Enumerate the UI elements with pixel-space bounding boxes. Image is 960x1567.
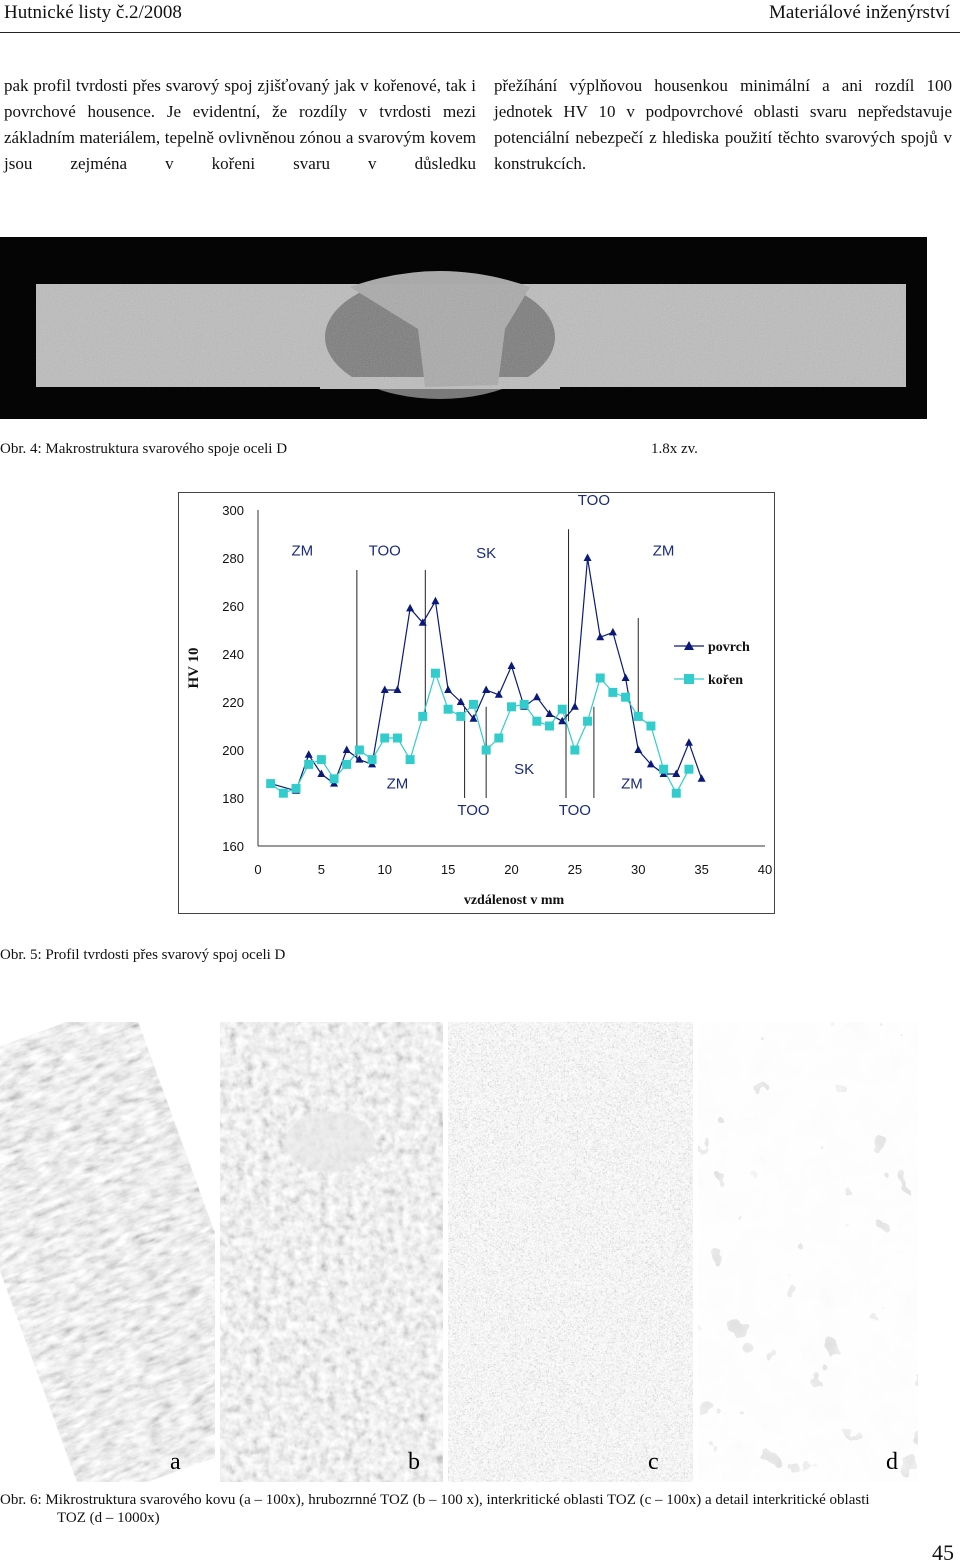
chart-ylabel: HV 10 — [186, 647, 202, 689]
page-number: 45 — [932, 1540, 954, 1565]
body-text-right: přežíhání výplňovou housenkou minimální a ani rozdíl 100 jednotek HV 10 v podpovrchové oblasti svaru nepředstavuje potenciální nebezpečí z hlediska použití těchto svarových spojů v konstrukcích. — [494, 76, 952, 173]
micro-texture-a — [0, 1022, 215, 1482]
data-point-koren — [406, 755, 415, 764]
macrostructure-photo — [0, 237, 927, 419]
body-text-left: pak profil tvrdosti přes svarový spoj zjišťovaný jak v kořenové, tak i povrchové housence. Je evidentní, že rozdíly v tvrdosti mezi základním materiálem, tepelně ovlivněnou zónou a svarovým kovem jsou zejména v kořeni svaru v důsledku — [4, 76, 476, 173]
section-title: Materiálové inženýrství — [769, 2, 950, 23]
zone-annotation: TOO — [457, 801, 490, 819]
data-point-koren — [380, 734, 389, 743]
y-tick-label: 180 — [222, 791, 244, 806]
y-tick-label: 160 — [222, 839, 244, 854]
zone-annotation: TOO — [368, 542, 401, 560]
hardness-chart — [178, 492, 775, 914]
figure5-caption: Obr. 5: Profil tvrdosti přes svarový spoj oceli D — [0, 947, 286, 963]
x-tick-label: 0 — [254, 862, 262, 877]
data-point-koren — [456, 712, 465, 721]
data-point-koren — [431, 669, 440, 678]
legend-marker-koren — [684, 674, 694, 684]
y-tick-label: 280 — [222, 551, 244, 566]
chart-xlabel: vzdálenost v mm — [463, 893, 565, 908]
journal-title: Hutnické listy č.2/2008 — [4, 2, 182, 23]
data-point-koren — [444, 705, 453, 714]
micro-label-a: a — [170, 1449, 181, 1475]
zone-annotation: SK — [476, 545, 497, 562]
zone-annotation: TOO — [558, 801, 591, 819]
header-rule — [0, 32, 960, 33]
data-point-koren — [330, 774, 339, 783]
data-point-koren — [621, 693, 630, 702]
figure4-magnification: 1.8x zv. — [651, 441, 698, 457]
micro-panel-b — [220, 1022, 443, 1482]
data-point-koren — [368, 755, 377, 764]
data-point-koren — [304, 760, 313, 769]
micro-panel-d — [698, 1022, 918, 1482]
y-tick-label: 240 — [222, 647, 244, 662]
micro-panel-c — [448, 1022, 693, 1482]
data-point-koren — [342, 760, 351, 769]
data-point-koren — [279, 789, 288, 798]
data-point-koren — [596, 674, 605, 683]
figure6-caption — [0, 1491, 955, 1527]
figure6-caption-line1: Obr. 6: Mikrostruktura svarového kovu (a – 100x), hrubozrnné TOZ (b – 100 x), interkritické oblasti TOZ (c – 100x) a detail interkritické oblasti — [0, 1492, 870, 1508]
x-tick-label: 25 — [567, 862, 583, 877]
micro-texture-d — [698, 1022, 918, 1482]
x-tick-label: 35 — [694, 862, 709, 877]
micro-panel-a — [0, 1022, 215, 1482]
y-tick-label: 260 — [222, 599, 244, 614]
x-tick-label: 15 — [440, 862, 456, 877]
y-tick-label: 300 — [222, 503, 244, 518]
data-point-koren — [482, 746, 491, 755]
micro-label-d: d — [886, 1449, 898, 1475]
zone-annotation: ZM — [291, 542, 314, 560]
data-point-koren — [583, 717, 592, 726]
y-tick-label: 220 — [222, 695, 244, 710]
data-point-koren — [684, 765, 693, 774]
x-tick-label: 30 — [631, 862, 646, 877]
zone-annotation: ZM — [652, 542, 675, 560]
zone-annotation: SK — [514, 761, 535, 778]
figure6-caption-line2: TOZ (d – 1000x) — [57, 1510, 160, 1526]
x-tick-label: 10 — [377, 862, 392, 877]
figure4-caption: Obr. 4: Makrostruktura svarového spoje oceli D — [0, 441, 288, 457]
legend-label-koren: kořen — [708, 673, 743, 688]
macrostructure-drawing — [0, 237, 927, 419]
data-point-koren — [266, 779, 275, 788]
data-point-koren — [646, 722, 655, 731]
micro-label-b: b — [408, 1449, 420, 1475]
x-tick-label: 20 — [504, 862, 519, 877]
data-point-koren — [292, 784, 301, 793]
data-point-koren — [494, 734, 503, 743]
data-point-koren — [672, 789, 681, 798]
data-point-koren — [659, 765, 668, 774]
data-point-koren — [634, 712, 643, 721]
micro-texture-c — [448, 1022, 693, 1482]
x-tick-label: 40 — [757, 862, 773, 877]
zone-annotation: ZM — [386, 775, 409, 793]
x-tick-label: 5 — [317, 862, 325, 877]
data-point-koren — [393, 734, 402, 743]
micro-label-c: c — [648, 1449, 659, 1475]
data-point-koren — [558, 705, 567, 714]
data-point-koren — [469, 700, 478, 709]
data-point-koren — [532, 717, 541, 726]
page-header — [0, 0, 960, 30]
data-point-koren — [608, 688, 617, 697]
zone-annotation: TOO — [577, 492, 611, 510]
micro-texture-b — [220, 1022, 443, 1482]
legend-label-povrch: povrch — [708, 640, 750, 655]
hardness-chart-svg — [178, 492, 775, 914]
zone-annotation: ZM — [621, 775, 643, 793]
data-point-koren — [520, 700, 529, 709]
data-point-koren — [545, 722, 554, 731]
data-point-koren — [418, 712, 427, 721]
y-tick-label: 200 — [222, 743, 244, 758]
data-point-koren — [317, 755, 326, 764]
data-point-koren — [570, 746, 579, 755]
data-point-koren — [507, 702, 516, 711]
data-point-koren — [355, 746, 364, 755]
